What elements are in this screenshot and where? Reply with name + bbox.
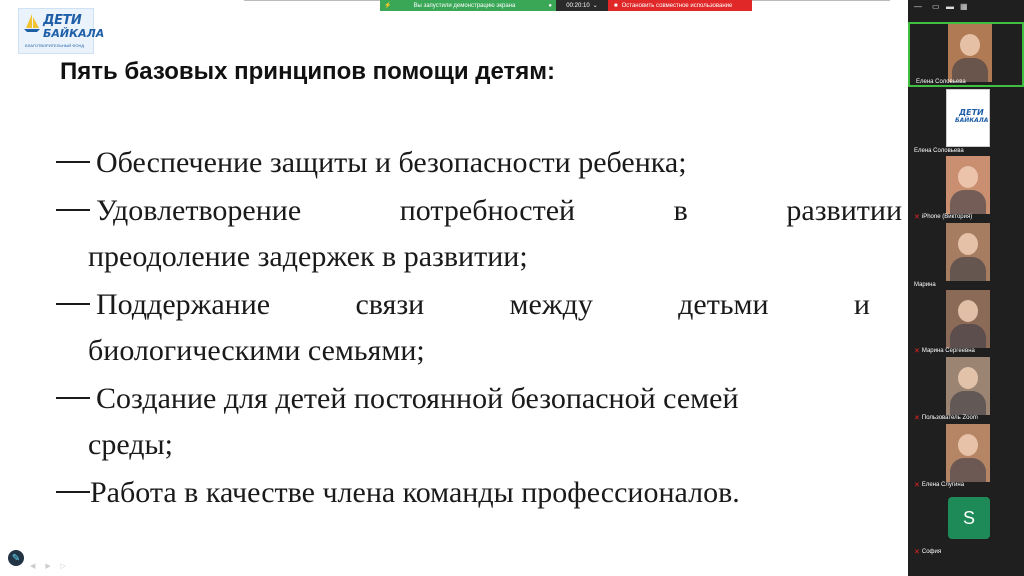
word: потребностей (399, 194, 576, 227)
participant-name (914, 213, 972, 221)
principle-text: Обеспечение защиты и безопасности ребенка; (96, 146, 687, 179)
participant-tile[interactable] (908, 223, 1024, 288)
dash-mark (56, 303, 90, 305)
principle-line-1 (56, 148, 687, 178)
person-silhouette (960, 34, 980, 56)
participant-tile[interactable] (908, 22, 1024, 87)
screen-share-bar (380, 0, 752, 11)
dash-mark (56, 397, 90, 399)
person-silhouette (950, 458, 986, 482)
dash-mark (56, 491, 90, 493)
hide-video-icon[interactable]: ▭ (932, 2, 940, 11)
principle-line-5 (56, 478, 740, 508)
shield-icon: ● (548, 2, 552, 9)
line-start (56, 196, 301, 226)
participant-video (948, 24, 992, 82)
word: Поддержание (96, 288, 271, 321)
word: Удовлетворение (96, 194, 302, 227)
participant-name-text: iPhone (Виктория) (921, 214, 973, 220)
minimize-icon[interactable]: — (914, 2, 922, 11)
slide-heading: Пять базовых принципов помощи детям: (60, 58, 556, 85)
share-status-icon: ⚡ (384, 3, 392, 9)
slide-nav-arrows[interactable]: ◀ ▶ ▷ (30, 563, 71, 570)
participant-tile[interactable] (908, 491, 1024, 556)
principle-line-3-cont: биологическими семьями; (88, 334, 425, 367)
principle-line-4-cont: среды; (88, 428, 173, 461)
dash-mark (56, 209, 90, 211)
participants-panel (908, 0, 1024, 576)
mic-muted-icon: ✕ (914, 214, 920, 221)
participant-video (946, 290, 990, 348)
dash-mark (56, 161, 90, 163)
participant-video (946, 156, 990, 214)
person-silhouette (958, 233, 978, 255)
participant-name-text: Пользователь Zoom (921, 415, 978, 421)
word: детьми (678, 288, 769, 321)
word: и (853, 288, 870, 321)
share-status (380, 0, 556, 11)
participant-logo-video (946, 89, 990, 147)
line-start (56, 290, 270, 320)
annotate-icon[interactable]: ✎ (8, 550, 24, 566)
principle-line-2-cont: преодоление задержек в развитии; (88, 240, 528, 273)
participant-tile[interactable] (908, 156, 1024, 221)
principle-text: Создание для детей постоянной безопасной семей (96, 382, 739, 415)
stop-share-button[interactable] (608, 0, 752, 11)
participant-tile[interactable] (908, 424, 1024, 489)
timer-text: 00:20:10 (566, 2, 590, 9)
person-silhouette (958, 434, 978, 456)
word: связи (355, 288, 425, 321)
person-silhouette (950, 324, 986, 348)
person-silhouette (950, 190, 986, 214)
participant-video (946, 357, 990, 415)
principle-line-3 (56, 290, 870, 320)
strip-view-icon[interactable]: ▬ (946, 2, 954, 11)
grid-view-icon[interactable]: ▦ (960, 2, 968, 11)
participant-video (946, 424, 990, 482)
logo-text-line1: ДЕТИ (43, 13, 82, 28)
participant-name (914, 481, 964, 489)
participant-name (916, 79, 966, 85)
mic-muted-icon: ✕ (914, 415, 920, 422)
participant-name-text: София (921, 549, 942, 555)
person-silhouette (958, 166, 978, 188)
person-silhouette (950, 391, 986, 415)
logo-text-line3: БЛАГОТВОРИТЕЛЬНЫЙ ФОНД (25, 43, 85, 48)
avatar: S (948, 497, 990, 539)
participant-name-text: Марина (914, 282, 936, 288)
principle-text: Работа в качестве члена команды профессионалов. (90, 476, 740, 509)
participant-name-text: Елена Соловьева (914, 148, 964, 154)
principle-line-2 (56, 196, 902, 226)
stop-icon: ■ (614, 2, 618, 9)
logo-mini-text: ДЕТИ (959, 108, 984, 117)
person-silhouette (958, 367, 978, 389)
mic-muted-icon: ✕ (914, 348, 920, 355)
logo-text-line2: БАЙКАЛА (43, 27, 105, 40)
participant-tile[interactable] (908, 357, 1024, 422)
participant-name (914, 414, 978, 422)
participant-name-text: Елена Слугина (921, 482, 965, 488)
participant-name (914, 548, 941, 556)
share-timer[interactable] (556, 0, 608, 11)
panel-toolbar (908, 0, 1024, 16)
participant-name (914, 148, 964, 154)
chevron-down-icon: ⌄ (592, 3, 598, 9)
participant-tile[interactable] (908, 89, 1024, 154)
participant-tile[interactable] (908, 290, 1024, 355)
participant-name-text: Елена Соловьева (916, 79, 966, 85)
word: в (673, 194, 688, 227)
logo-mini-text: БАЙКАЛА (955, 117, 989, 124)
deti-baikala-logo (18, 8, 105, 54)
word: развитии (786, 194, 902, 227)
word: между (509, 288, 593, 321)
sailboat-icon (23, 13, 41, 33)
participant-name (914, 282, 936, 288)
participant-name-text: Марина Сергеевна (921, 348, 975, 354)
person-silhouette (958, 300, 978, 322)
participant-video (946, 223, 990, 281)
stop-share-label: Остановить совместное использование (621, 2, 733, 9)
mic-muted-icon: ✕ (914, 482, 920, 489)
share-status-text: Вы запустили демонстрацию экрана (413, 2, 516, 9)
participant-name (914, 347, 975, 355)
person-silhouette (950, 257, 986, 281)
mic-muted-icon: ✕ (914, 549, 920, 556)
principle-line-4 (56, 384, 739, 414)
